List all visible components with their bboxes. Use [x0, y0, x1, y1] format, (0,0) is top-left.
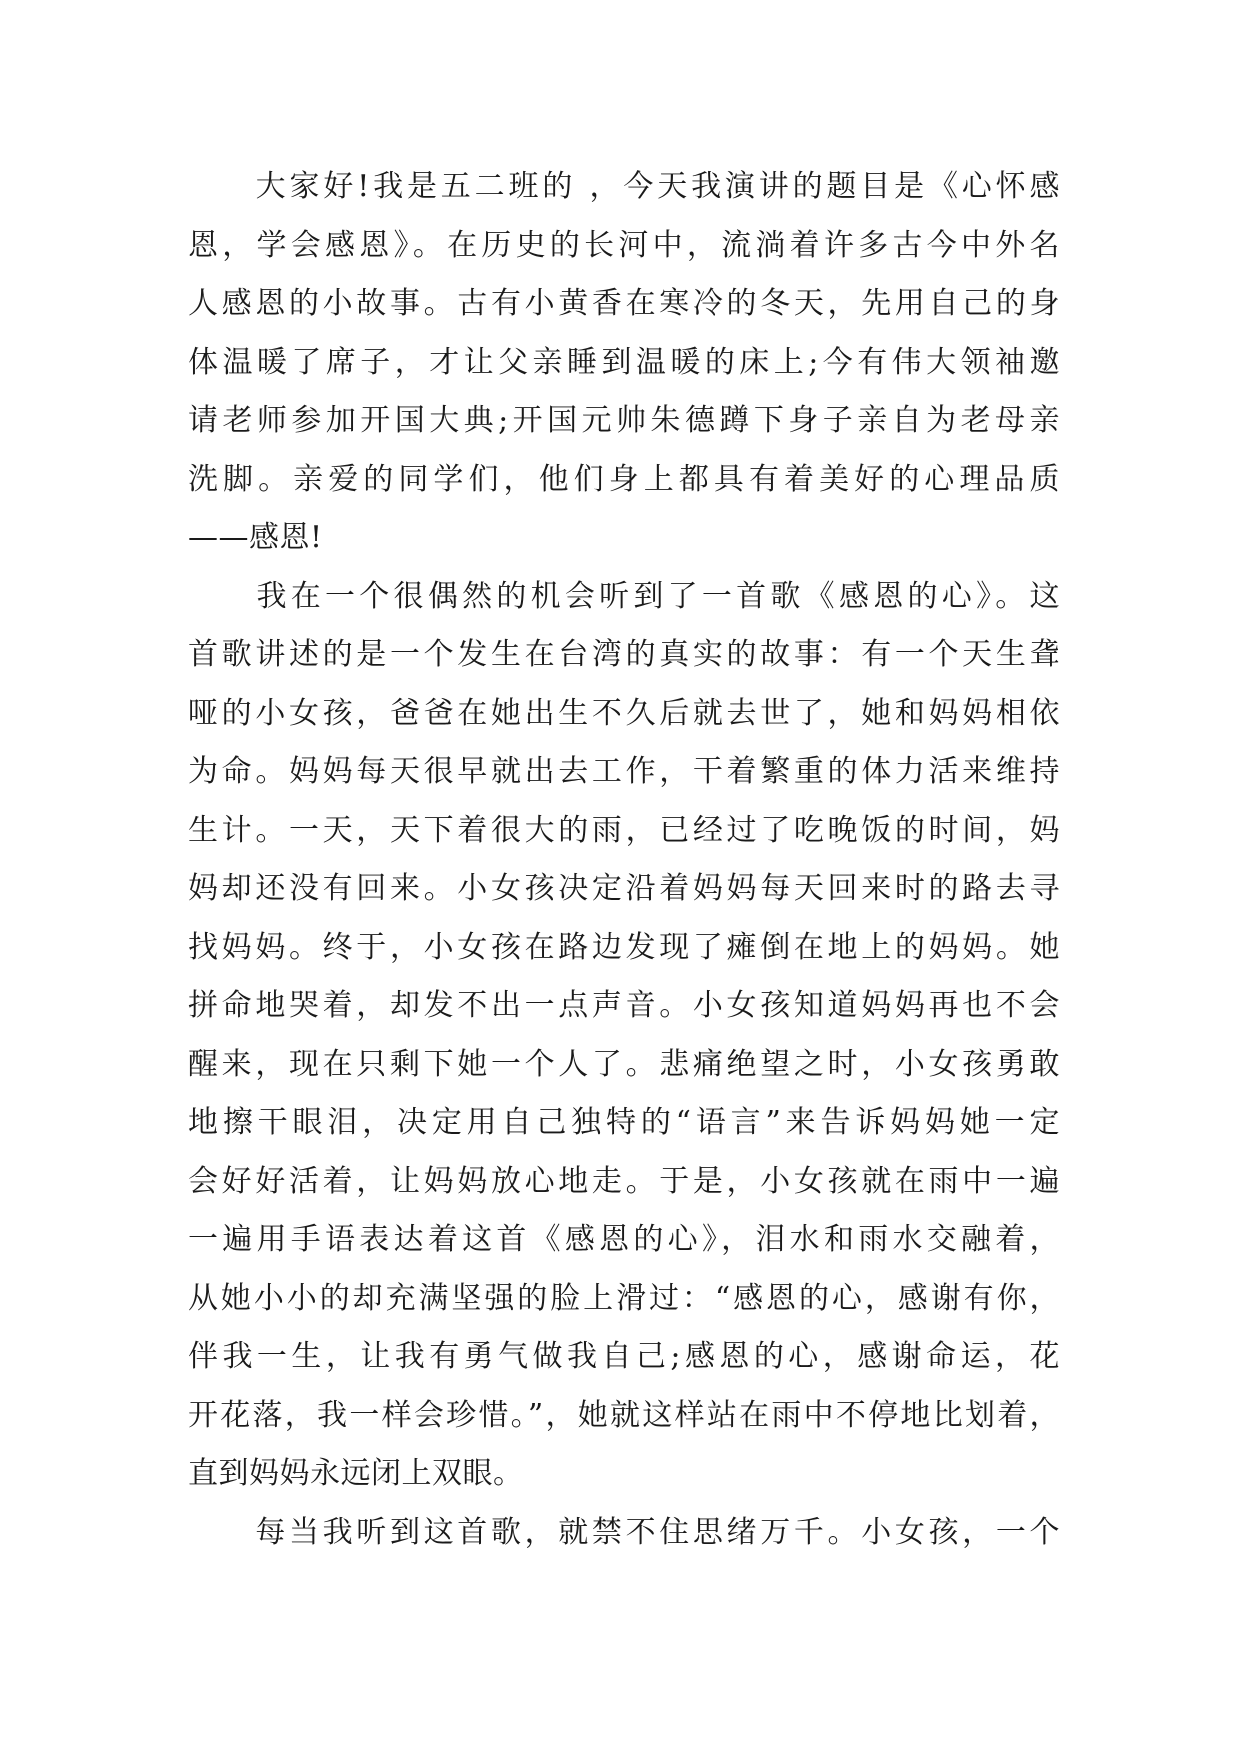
paragraph-1 [188, 158, 1060, 568]
text-line: 我在一个很偶然的机会听到了一首歌《感恩的心》。这 [188, 578, 1060, 614]
text-line: 体温暖了席子，才让父亲睡到温暖的床上;今有伟大领袖邀 [188, 344, 1060, 380]
text-line: 会好好活着，让妈妈放心地走。于是，小女孩就在雨中一遍 [188, 1163, 1060, 1199]
text-line: 找妈妈。终于，小女孩在路边发现了瘫倒在地上的妈妈。她 [188, 929, 1060, 965]
text-line: 每当我听到这首歌，就禁不住思绪万千。小女孩，一个 [188, 1514, 1060, 1550]
text-line: 生计。一天，天下着很大的雨，已经过了吃晚饭的时间，妈 [188, 812, 1060, 848]
text-line: 恩，学会感恩》。在历史的长河中，流淌着许多古今中外名 [188, 227, 1060, 263]
text-line: 伴我一生，让我有勇气做我自己;感恩的心，感谢命运，花 [188, 1339, 1060, 1374]
text-line: 请老师参加开国大典;开国元帅朱德蹲下身子亲自为老母亲 [188, 403, 1060, 438]
paragraph-3 [188, 1504, 1060, 1563]
document-body [188, 158, 1060, 1562]
text-line: 从她小小的却充满坚强的脸上滑过：“感恩的心，感谢有你， [188, 1280, 1060, 1316]
text-line: 首歌讲述的是一个发生在台湾的真实的故事：有一个天生聋 [188, 637, 1060, 672]
paragraph-2 [188, 568, 1060, 1504]
text-line: 为命。妈妈每天很早就出去工作，干着繁重的体力活来维持 [188, 754, 1060, 789]
text-line: 拼命地哭着，却发不出一点声音。小女孩知道妈妈再也不会 [188, 988, 1060, 1023]
text-line: 醒来，现在只剩下她一个人了。悲痛绝望之时，小女孩勇敢 [188, 1046, 1060, 1082]
text-line: 开花落，我一样会珍惜。”，她就这样站在雨中不停地比划着， [188, 1397, 1060, 1433]
text-line: ——感恩! [188, 520, 323, 555]
text-line: 妈却还没有回来。小女孩决定沿着妈妈每天回来时的路去寻 [188, 871, 1060, 906]
text-line: 洗脚。亲爱的同学们，他们身上都具有着美好的心理品质 [188, 461, 1060, 497]
text-line: 一遍用手语表达着这首《感恩的心》，泪水和雨水交融着， [188, 1222, 1060, 1257]
text-line: 人感恩的小故事。古有小黄香在寒冷的冬天，先用自己的身 [188, 286, 1060, 321]
text-line: 地擦干眼泪，决定用自己独特的“语言”来告诉妈妈她一定 [188, 1105, 1060, 1140]
text-line: 直到妈妈永远闭上双眼。 [188, 1456, 524, 1491]
text-line: 哑的小女孩，爸爸在她出生不久后就去世了，她和妈妈相依 [188, 695, 1060, 731]
text-line: 大家好!我是五二班的 ，今天我演讲的题目是《心怀感 [188, 169, 1060, 204]
